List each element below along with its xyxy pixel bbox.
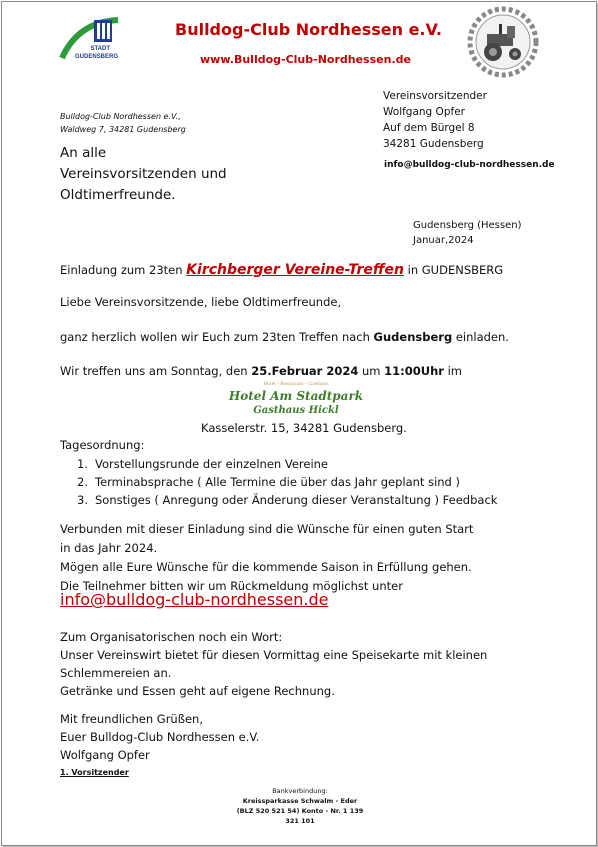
bank-details — [230, 786, 370, 826]
recipient-address — [383, 88, 487, 152]
intro-town: Gudensberg — [373, 330, 453, 344]
org-line: Getränke und Essen geht auf eigene Rechnung. — [60, 684, 335, 698]
recipient-name: Wolfgang Opfer — [383, 106, 465, 118]
meeting-text: im — [443, 364, 463, 378]
tractor-gear-logo — [467, 6, 539, 78]
recipient-email[interactable]: info@bulldog-club-nordhessen.de — [384, 160, 555, 170]
meeting-date: 25.Februar 2024 — [251, 364, 359, 378]
sender-line: Bulldog-Club Nordhessen e.V., — [60, 112, 181, 121]
wishes-line: Verbunden mit dieser Einladung sind die Wünsche für einen guten Start — [60, 522, 474, 536]
addressee-block — [60, 143, 227, 206]
wishes-line: Mögen alle Eure Wünsche für die kommende Saison in Erfüllung gehen. — [60, 560, 472, 574]
event-name: Kirchberger Vereine-Treffen — [186, 262, 404, 278]
signature-club: Euer Bulldog-Club Nordhessen e.V. — [60, 730, 260, 744]
bank-name: Kreissparkasse Schwalm - Eder — [242, 797, 358, 805]
hotel-name: Hotel Am Stadtpark — [228, 389, 364, 403]
meeting-text: um — [358, 364, 385, 378]
subject-suffix: in GUDENSBERG — [403, 263, 504, 277]
bank-account: (BLZ 520 521 54) Konto - Nr. 1 139 321 101 — [236, 807, 364, 825]
contact-email-link[interactable]: info@bulldog-club-nordhessen.de — [60, 590, 329, 609]
wishes-block — [60, 520, 473, 596]
gudensberg-town-logo — [60, 14, 122, 66]
sender-address — [60, 110, 186, 136]
organisation-block — [60, 628, 487, 700]
sender-line: Waldweg 7, 34281 Gudensberg — [60, 125, 186, 134]
hotel-logo — [228, 378, 364, 418]
greeting: Liebe Vereinsvorsitzende, liebe Oldtimerfreunde, — [60, 295, 342, 309]
intro-text: einladen. — [452, 330, 509, 344]
hotel-address: Kasselerstr. 15, 34281 Gudensberg. — [201, 421, 407, 435]
closing: Mit freundlichen Grüßen, — [60, 712, 203, 726]
addressee-line: Vereinsvorsitzenden und — [60, 166, 227, 182]
agenda-heading: Tagesordnung: — [60, 438, 145, 452]
signature-name: Wolfgang Opfer — [60, 748, 150, 762]
bank-label: Bankverbindung: — [272, 787, 328, 795]
intro-text: ganz herzlich wollen wir Euch zum 23ten Treffen nach — [60, 330, 374, 344]
addressee-line: An alle — [60, 145, 107, 161]
agenda-item: 3. Sonstiges ( Anregung oder Änderung dieser Veranstaltung ) Feedback — [77, 493, 498, 507]
signature-block — [60, 710, 259, 782]
hotel-tagline: Hotel - Restaurant - Gasthaus — [263, 381, 329, 387]
wishes-line: in das Jahr 2024. — [60, 541, 158, 555]
club-website-link[interactable]: www.Bulldog-Club-Nordhessen.de — [200, 53, 411, 66]
recipient-street: Auf dem Bürgel 8 — [383, 122, 475, 134]
svg-text:STADT: STADT — [90, 46, 110, 52]
svg-text:GUDENSBERG: GUDENSBERG — [74, 54, 118, 60]
org-line: Unser Vereinswirt bietet für diesen Vormittag eine Speisekarte mit kleinen — [60, 648, 488, 662]
agenda-item: 2. Terminabsprache ( Alle Termine die über das Jahr geplant sind ) — [77, 475, 460, 489]
agenda-item: 1. Vorstellungsrunde der einzelnen Vereine — [77, 457, 328, 471]
meeting-text: Wir treffen uns am Sonntag, den — [60, 364, 252, 378]
recipient-role: Vereinsvorsitzender — [383, 90, 487, 102]
wishes-line: Die Teilnehmer bitten wir um Rückmeldung möglichst unter — [60, 579, 403, 593]
date: Januar,2024 — [413, 235, 474, 246]
place: Gudensberg (Hessen) — [413, 220, 522, 231]
subject-line — [60, 262, 503, 278]
org-line: Zum Organisatorischen noch ein Wort: — [60, 630, 283, 644]
hotel-subname: Gasthaus Hickl — [253, 405, 339, 416]
signature-role: 1. Vorsitzender — [60, 768, 129, 777]
org-line: Schlemmereien an. — [60, 666, 172, 680]
meeting-line — [60, 364, 462, 378]
intro-line — [60, 330, 509, 344]
place-date — [413, 218, 521, 248]
recipient-city: 34281 Gudensberg — [383, 138, 484, 150]
meeting-time: 11:00Uhr — [384, 364, 444, 378]
club-title: Bulldog-Club Nordhessen e.V. — [175, 20, 442, 39]
subject-prefix: Einladung zum 23ten — [60, 263, 187, 277]
agenda-list — [77, 455, 497, 509]
addressee-line: Oldtimerfreunde. — [60, 187, 176, 203]
